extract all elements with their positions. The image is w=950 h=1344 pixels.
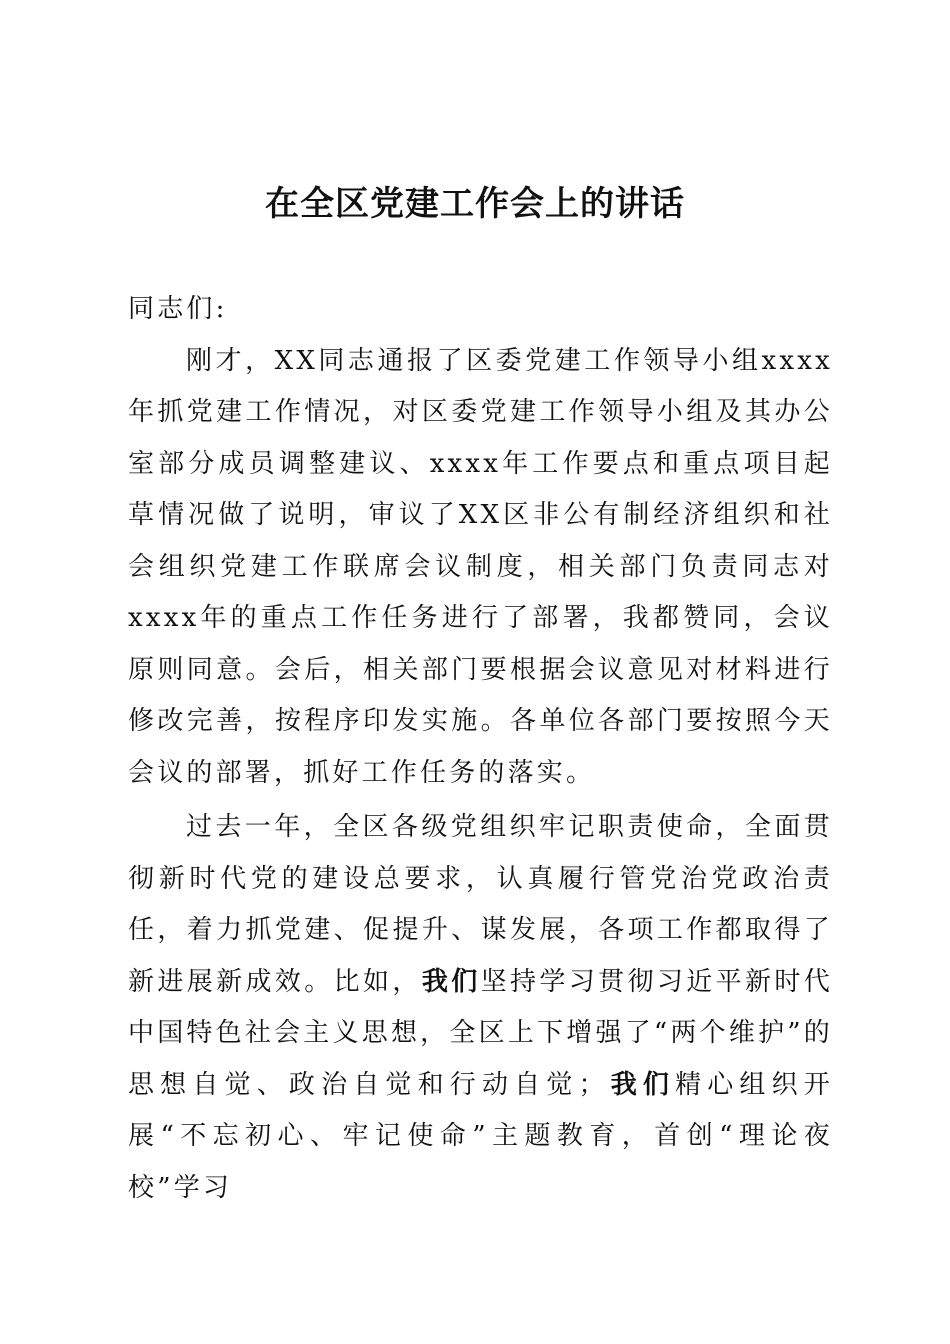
paragraph-2-text-1: 过去一年，全区各级党组织牢记职责使命，全面贯彻新时代党的建设总要求，认真履行管党治党政治责任，着力抓党建、促提升、谋发展，各项工作都取得了新进展新成效。比如， (128, 812, 833, 997)
paragraph-2-text-3: 精心组织开展“不忘初心、牢记使命”主题教育，首创“理论夜校”学习 (128, 1069, 833, 1203)
speech-body (128, 284, 833, 1214)
paragraph-2-bold-1: 我们 (421, 966, 481, 997)
paragraph-2 (128, 802, 833, 1214)
paragraph-2-text-2: 坚持学习贯彻习近平新时代中国特色社会主义思想，全区上下增强了“两个维护”的思想自觉、政治自觉和行动自觉； (128, 966, 833, 1100)
paragraph-2-bold-2: 我们 (607, 1069, 676, 1100)
paragraph-1: 刚才，XX同志通报了区委党建工作领导小组xxxx年抓党建工作情况，对区委党建工作领导小组及其办公室部分成员调整建议、xxxx年工作要点和重点项目起草情况做了说明，审议了XX区非公有制经济组织和社会组织党建工作联席会议制度，相关部门负责同志对xxxx年的重点工作任务进行了部署，我都赞同，会议原则同意。会后，相关部门要根据会议意见对材料进行修改完善，按程序印发实施。各单位各部门要按照今天会议的部署，抓好工作任务的落实。 (128, 345, 833, 788)
document-title: 在全区党建工作会上的讲话 (265, 184, 685, 224)
salutation: 同志们: (128, 294, 228, 324)
